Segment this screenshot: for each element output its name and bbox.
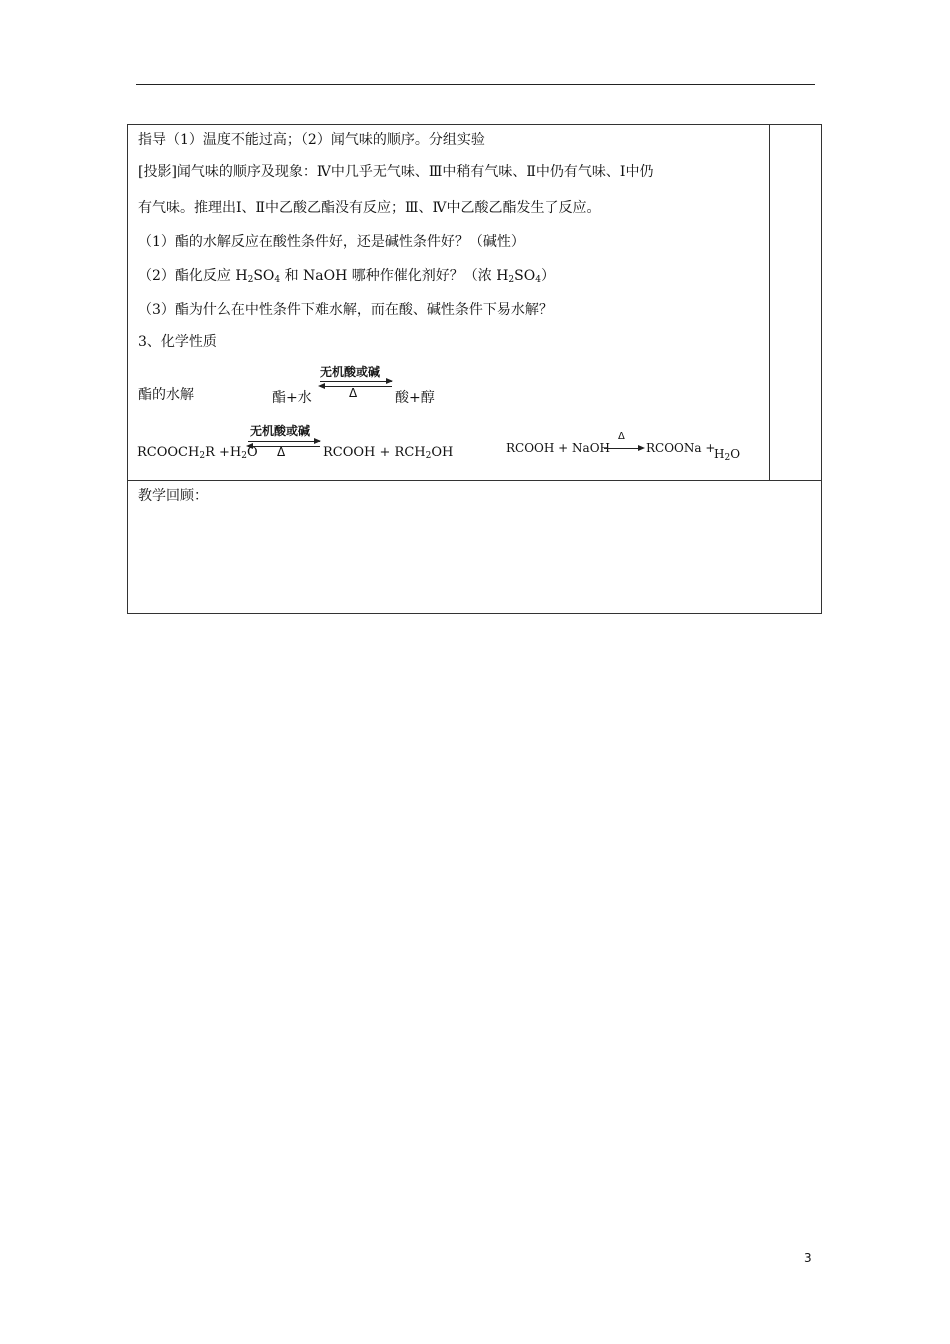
eq3-arrowhead — [638, 445, 645, 451]
q2-sub-2: 4 — [274, 275, 281, 285]
eq1-reactants: 酯+水 — [272, 390, 312, 406]
q2-text-c: 和 NaOH 哪种作催化剂好？（浓 H — [280, 268, 509, 284]
q2-text-a: （2）酯化反应 H — [138, 268, 248, 284]
eq1-forward-arrow — [320, 381, 392, 382]
eq2-sub-a: 2 — [199, 451, 206, 461]
eq3-water — [714, 447, 740, 463]
eq3-reactants: RCOOH + NaOH — [506, 441, 610, 455]
eq3-arrow — [604, 448, 640, 449]
eq3-text-b: O — [730, 447, 741, 461]
lesson-table — [127, 124, 822, 614]
eq1-label: 酯的水解 — [138, 387, 194, 403]
column-divider — [769, 125, 770, 480]
content-row — [128, 125, 821, 481]
eq1-forward-arrowhead — [386, 378, 393, 384]
question-3: （3）酯为什么在中性条件下难水解，而在酸、碱性条件下易水解？ — [138, 302, 553, 318]
eq2-heat: Δ — [277, 445, 286, 459]
review-label: 教学回顾： — [138, 488, 208, 504]
eq1-reverse-arrowhead — [318, 383, 325, 389]
projection-line: [投影]闻气味的顺序及现象：Ⅳ中几乎无气味、Ⅲ中稍有气味、Ⅱ中仍有气味、Ⅰ中仍 — [138, 164, 654, 180]
eq2-text-e: OH — [431, 445, 454, 460]
eq3-sub: 2 — [724, 453, 731, 463]
eq2-text-c: O — [246, 445, 258, 460]
question-1: （1）酯的水解反应在酸性条件好，还是碱性条件好？（碱性） — [138, 234, 525, 250]
eq2-text-d: RCOOH + RCH — [323, 445, 426, 460]
eq2-text-b: R +H — [205, 445, 242, 460]
q2-sub-4: 4 — [535, 275, 541, 285]
eq2-condition: 无机酸或碱 — [250, 424, 311, 438]
q2-text-e: ） — [540, 268, 555, 284]
eq3-products: RCOONa + — [646, 441, 716, 455]
page-number: 3 — [804, 1251, 812, 1265]
inference-line: 有气味。推理出Ⅰ、Ⅱ中乙酸乙酯没有反应；Ⅲ、Ⅳ中乙酸乙酯发生了反应。 — [138, 200, 601, 216]
eq3-text-a: H — [714, 447, 725, 461]
section-heading: 3、化学性质 — [138, 334, 217, 350]
header-rule — [136, 84, 815, 85]
question-2 — [138, 267, 555, 289]
eq2-forward-arrowhead — [314, 438, 321, 444]
eq1-products: 酸+醇 — [395, 390, 435, 406]
eq2-reverse-arrowhead — [246, 443, 253, 449]
eq2-forward-arrow — [248, 441, 320, 442]
eq2-sub-b: 2 — [241, 451, 247, 461]
guidance-line: 指导（1）温度不能过高；（2）闻气味的顺序。分组实验 — [138, 132, 485, 148]
eq1-heat: Δ — [349, 386, 358, 400]
eq2-reactants — [137, 445, 258, 461]
eq1-condition: 无机酸或碱 — [320, 365, 381, 379]
q2-sub-3: 2 — [508, 275, 515, 285]
eq2-sub-c: 2 — [425, 451, 432, 461]
eq2-text-a: RCOOCH — [137, 445, 200, 460]
q2-text-b: SO — [253, 268, 275, 284]
eq3-heat: Δ — [618, 431, 625, 442]
q2-sub-1: 2 — [247, 275, 254, 285]
eq2-products — [323, 445, 453, 461]
q2-text-d: SO — [514, 268, 536, 284]
